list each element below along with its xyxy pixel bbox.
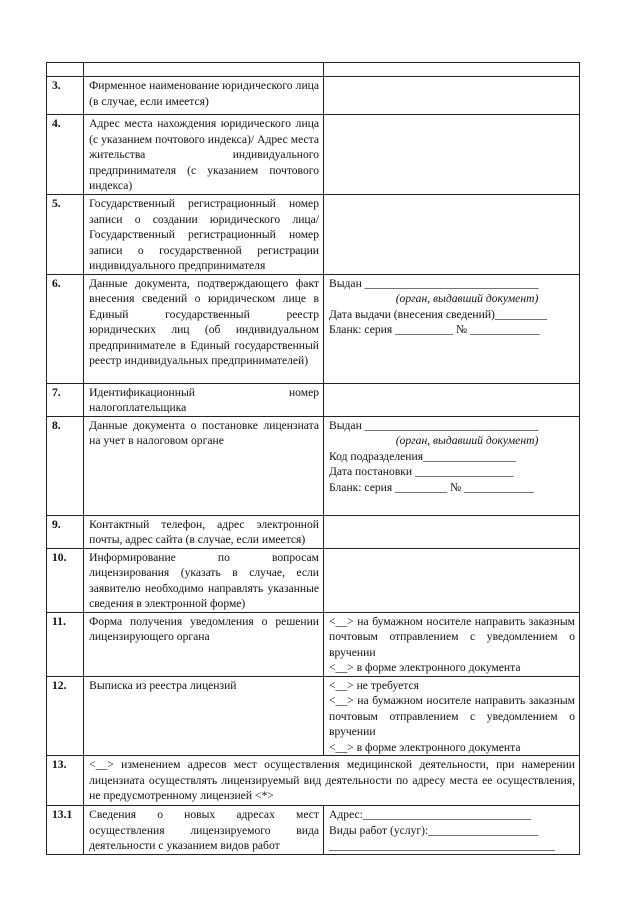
blank-series-line[interactable]: Бланк: серия __________ № ____________ bbox=[329, 323, 540, 336]
notification-options bbox=[324, 612, 580, 676]
row-number: 3. bbox=[47, 77, 84, 115]
row-description: Идентификационный номер налогоплательщика bbox=[84, 383, 324, 416]
extra-line[interactable]: _______________________________________ bbox=[329, 839, 556, 852]
row-description: Сведения о новых адресах мест осуществления лицензируемого вида деятельности с указанием видов работ bbox=[84, 806, 324, 855]
table-row-12 bbox=[47, 676, 580, 756]
value-field[interactable] bbox=[324, 77, 580, 115]
cell-desc bbox=[84, 63, 324, 77]
cell-num bbox=[47, 63, 84, 77]
value-field[interactable] bbox=[324, 515, 580, 548]
extract-options bbox=[324, 676, 580, 756]
registration-date-line[interactable]: Дата постановки _________________ bbox=[329, 465, 514, 478]
row-description: Государственный регистрационный номер записи о создании юридического лица/ Государственный регистрационный номер записи о государственной регистрации индивидуального предпринимателя bbox=[84, 195, 324, 275]
table-row-5 bbox=[47, 195, 580, 275]
value-field[interactable] bbox=[324, 548, 580, 612]
cell-value[interactable] bbox=[324, 63, 580, 77]
row-description: Контактный телефон, адрес электронной почты, адрес сайта (в случае, если имеется) bbox=[84, 515, 324, 548]
row-description: Данные документа, подтверждающего факт внесения сведений о юридическом лице в Единый государственный реестр юридических лиц (об индивидуальном предпринимателе в Единый государственный реестр индивидуальных предпринимателей) bbox=[84, 274, 324, 383]
row-number: 13. bbox=[47, 756, 84, 806]
table-row-3 bbox=[47, 77, 580, 115]
table-row-10 bbox=[47, 548, 580, 612]
value-field[interactable] bbox=[324, 383, 580, 416]
works-line[interactable]: Виды работ (услуг):___________________ bbox=[329, 823, 539, 837]
row-number: 6. bbox=[47, 274, 84, 383]
row-description[interactable]: <__> изменением адресов мест осуществления медицинской деятельности, при намерении лицензиата осуществлять лицензируемый вид деятельности по адресу места ее осуществления, не предусмотренному лицензией <*> bbox=[84, 756, 580, 806]
option-electronic[interactable]: <__> в форме электронного документа bbox=[329, 740, 521, 754]
document-data-field[interactable] bbox=[324, 274, 580, 383]
table-row-13-1 bbox=[47, 806, 580, 855]
row-number: 9. bbox=[47, 515, 84, 548]
license-application-table bbox=[46, 62, 580, 855]
row-number: 5. bbox=[47, 195, 84, 275]
subdivision-code-line[interactable]: Код подразделения________________ bbox=[329, 449, 516, 463]
table-row-6 bbox=[47, 274, 580, 383]
issued-by-note: (орган, выдавший документ) bbox=[395, 292, 539, 305]
new-address-field[interactable] bbox=[324, 806, 580, 855]
table-row-header bbox=[47, 63, 580, 77]
row-number: 11. bbox=[47, 612, 84, 676]
row-description: Информирование по вопросам лицензирования (указать в случае, если заявителю необходимо направлять указанные сведения в электронной форме) bbox=[84, 548, 324, 612]
row-number: 10. bbox=[47, 548, 84, 612]
issued-by-line[interactable]: Выдан ______________________________ bbox=[329, 276, 539, 290]
row-number: 7. bbox=[47, 383, 84, 416]
table-row-8 bbox=[47, 416, 580, 515]
value-field[interactable] bbox=[324, 195, 580, 275]
row-description: Выписка из реестра лицензий bbox=[84, 676, 324, 756]
row-description: Адрес места нахождения юридического лица (с указанием почтового индекса)/ Адрес места жительства индивидуального предпринимателя (с указанием почтового индекса) bbox=[84, 115, 324, 195]
issue-date-line[interactable]: Дата выдачи (внесения сведений)_________ bbox=[329, 307, 548, 321]
option-paper[interactable]: <__> на бумажном носителе направить заказным почтовым отправлением с уведомлением о вручении bbox=[329, 694, 575, 738]
row-description: Данные документа о постановке лицензиата на учет в налоговом органе bbox=[84, 416, 324, 515]
row-number: 12. bbox=[47, 676, 84, 756]
tax-registration-field[interactable] bbox=[324, 416, 580, 515]
issued-by-note: (орган, выдавший документ) bbox=[395, 434, 539, 447]
row-number: 8. bbox=[47, 416, 84, 515]
row-number: 13.1 bbox=[47, 806, 84, 855]
row-number: 4. bbox=[47, 115, 84, 195]
row-description: Фирменное наименование юридического лица (в случае, если имеется) bbox=[84, 77, 324, 115]
option-not-required[interactable]: <__> не требуется bbox=[329, 678, 419, 692]
table-row-11 bbox=[47, 612, 580, 676]
address-line[interactable]: Адрес:_____________________________ bbox=[329, 808, 531, 821]
issued-by-line[interactable]: Выдан ______________________________ bbox=[329, 418, 539, 432]
table-row-7 bbox=[47, 383, 580, 416]
value-field[interactable] bbox=[324, 115, 580, 195]
table-row-9 bbox=[47, 515, 580, 548]
table-row-13 bbox=[47, 756, 580, 806]
blank-series-line[interactable]: Бланк: серия _________ № ____________ bbox=[329, 480, 534, 494]
option-electronic[interactable]: <__> в форме электронного документа bbox=[329, 661, 521, 674]
row-description: Форма получения уведомления о решении лицензирующего органа bbox=[84, 612, 324, 676]
option-paper[interactable]: <__> на бумажном носителе направить заказным почтовым отправлением с уведомлением о вручении bbox=[329, 614, 575, 659]
table-row-4 bbox=[47, 115, 580, 195]
